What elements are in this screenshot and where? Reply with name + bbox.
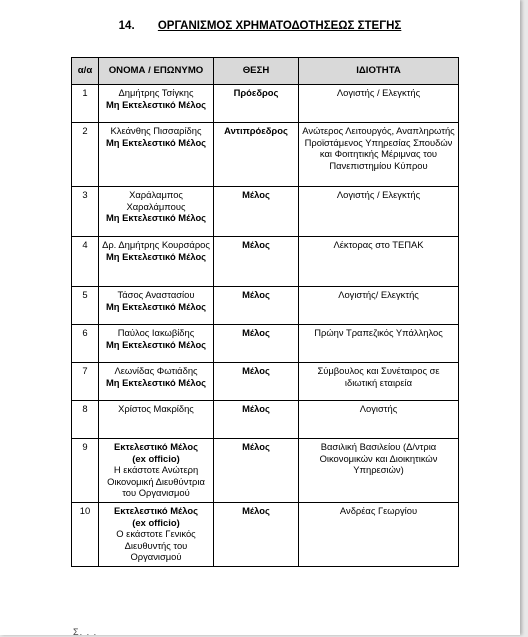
member-name-cell [99, 187, 214, 237]
member-property: Ανώτερος Λειτουργός, Αναπληρωτής Προϊστάμενος Υπηρεσίας Σπουδών και Φοιτητικής Μέριμνας του Πανεπιστημίου Κύπρου [299, 123, 459, 187]
member-position: Μέλος [214, 363, 299, 401]
member-position: Μέλος [214, 187, 299, 237]
member-position: Μέλος [214, 439, 299, 503]
member-position: Μέλος [214, 401, 299, 439]
member-name: Δημήτρης Τσίγκης [118, 87, 194, 98]
member-property: Βασιλική Βασιλείου (Δ/ντρια Οικονομικών και Διοικητικών Υπηρεσιών) [299, 439, 459, 503]
member-position: Αντιπρόεδρος [214, 123, 299, 187]
table-row [72, 439, 459, 503]
member-role: Μη Εκτελεστικό Μέλος [105, 98, 207, 110]
row-index: 3 [72, 187, 99, 237]
member-property: Λογιστής / Ελεγκτής [299, 85, 459, 123]
member-role-note: (ex officio) [132, 516, 180, 528]
member-role: Μη Εκτελεστικό Μέλος [105, 250, 207, 262]
section-number: 14. [118, 20, 135, 32]
member-property: Λογιστής/ Ελεγκτής [299, 287, 459, 325]
member-name-cell [99, 85, 214, 123]
row-index: 6 [72, 325, 99, 363]
table-row [72, 237, 459, 287]
member-property: Ανδρέας Γεωργίου [299, 503, 459, 567]
member-role: Εκτελεστικό Μέλος [114, 441, 198, 452]
table-row [72, 287, 459, 325]
table-row [72, 85, 459, 123]
member-name-cell [99, 123, 214, 187]
member-position: Πρόεδρος [214, 85, 299, 123]
member-name: Χαράλαμπος Χαραλάμπους [126, 189, 186, 212]
row-index: 2 [72, 123, 99, 187]
row-index: 5 [72, 287, 99, 325]
member-role: Μη Εκτελεστικό Μέλος [105, 338, 207, 350]
header-property: ΙΔΙΟΤΗΤΑ [299, 58, 459, 85]
member-position: Μέλος [214, 503, 299, 567]
row-index: 1 [72, 85, 99, 123]
table-row [72, 401, 459, 439]
table-row [72, 325, 459, 363]
member-position: Μέλος [214, 237, 299, 287]
row-index: 9 [72, 439, 99, 503]
member-name: Τάσος Αναστασίου [117, 289, 195, 300]
next-page-text-fragment: Σ. . . [73, 627, 98, 637]
member-name: Η εκάστοτε Ανώτερη Οικονομική Διευθύντρια του Οργανισμού [107, 464, 205, 499]
member-role: Μη Εκτελεστικό Μέλος [105, 376, 207, 388]
member-name-cell [99, 237, 214, 287]
member-property: Λογιστής [299, 401, 459, 439]
member-name-cell [99, 503, 214, 567]
section-title: ΟΡΓΑΝΙΣΜΟΣ ΧΡΗΜΑΤΟΔΟΤΗΣΕΩΣ ΣΤΕΓΗΣ [157, 20, 402, 32]
member-property: Λέκτορας στο ΤΕΠΑΚ [299, 237, 459, 287]
member-name: Λεωνίδας Φωτιάδης [114, 365, 198, 376]
member-name-cell [99, 401, 214, 439]
table-row [72, 503, 459, 567]
row-index: 4 [72, 237, 99, 287]
member-name-cell [99, 363, 214, 401]
member-property: Σύμβουλος και Συνέταιρος σε ιδιωτική εταιρεία [299, 363, 459, 401]
member-role: Εκτελεστικό Μέλος [114, 505, 198, 516]
member-role: Μη Εκτελεστικό Μέλος [105, 212, 207, 224]
table-row [72, 363, 459, 401]
row-index: 10 [72, 503, 99, 567]
header-index: α/α [72, 58, 99, 85]
section-heading [0, 20, 520, 32]
header-position: ΘΕΣΗ [214, 58, 299, 85]
member-name-cell [99, 325, 214, 363]
member-name: Χρίστος Μακρίδης [118, 403, 194, 414]
member-role: Μη Εκτελεστικό Μέλος [105, 136, 207, 148]
member-property: Λογιστής / Ελεγκτής [299, 187, 459, 237]
member-name-cell [99, 439, 214, 503]
member-position: Μέλος [214, 325, 299, 363]
member-name: Παύλος Ιακωβίδης [117, 327, 195, 338]
row-index: 7 [72, 363, 99, 401]
row-index: 8 [72, 401, 99, 439]
member-name: Κλεάνθης Πισσαρίδης [110, 125, 202, 136]
member-name: Ο εκάστοτε Γενικός Διευθυντής του Οργανισμού [116, 528, 196, 563]
table-row [72, 123, 459, 187]
member-name-cell [99, 287, 214, 325]
member-role-note: (ex officio) [132, 452, 180, 464]
table-row [72, 187, 459, 237]
table-header-row [72, 58, 459, 85]
member-name: Δρ. Δημήτρης Κουρσάρος [102, 239, 210, 250]
member-property: Πρώην Τραπεζικός Υπάλληλος [299, 325, 459, 363]
header-name: ΟΝΟΜΑ / ΕΠΩΝΥΜΟ [99, 58, 214, 85]
board-members-table [71, 57, 459, 567]
member-role: Μη Εκτελεστικό Μέλος [105, 300, 207, 312]
member-position: Μέλος [214, 287, 299, 325]
